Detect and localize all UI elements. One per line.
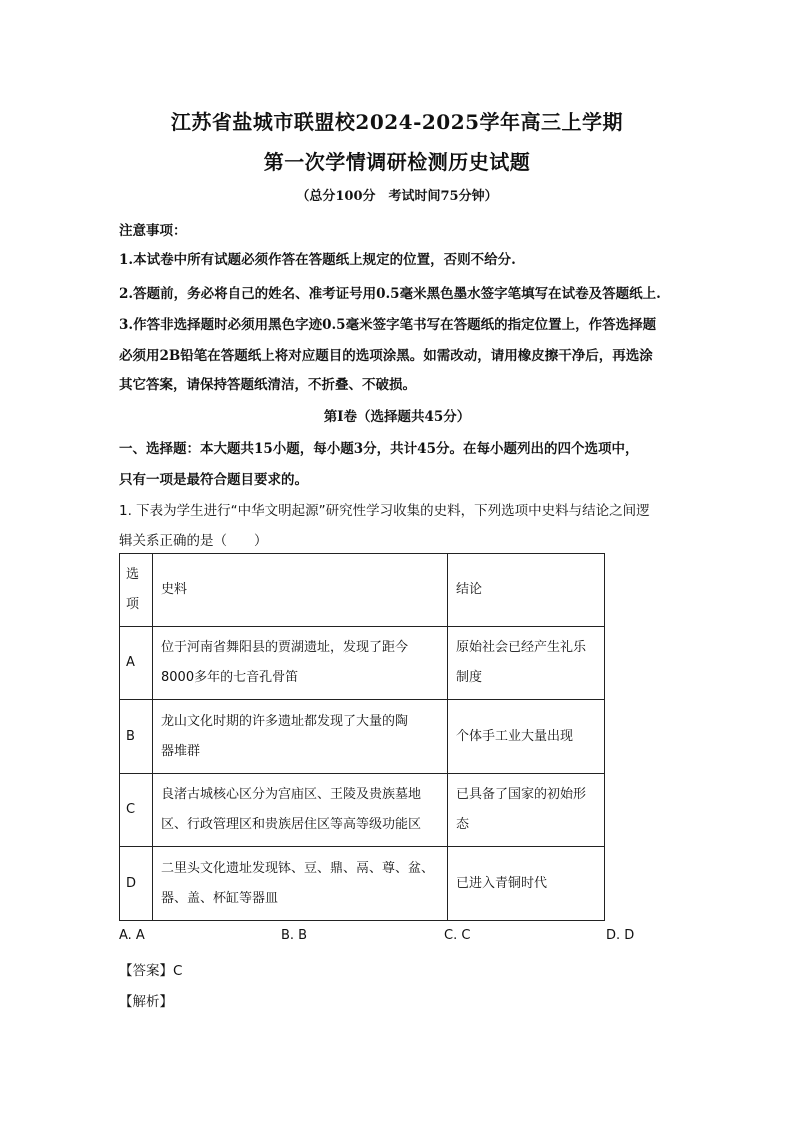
conclusion-line: 原始社会已经产生礼乐	[456, 640, 587, 655]
row-option: A	[120, 627, 153, 700]
table-row	[120, 774, 605, 847]
row-conclusion	[448, 774, 605, 847]
source-line: 良渚古城核心区分为宫庙区、王陵及贵族墓地	[161, 787, 422, 802]
row-option: C	[120, 774, 153, 847]
question-table	[119, 553, 605, 921]
source-line: 器堆群	[161, 743, 201, 759]
question-stem-line1: 1. 下表为学生进行“中华文明起源”研究性学习收集的史料，下列选项中史料与结论之间逻	[119, 503, 650, 519]
row-option: D	[120, 847, 153, 921]
header-option	[120, 554, 153, 627]
row-conclusion	[448, 627, 605, 700]
row-source	[153, 847, 448, 921]
row-source	[153, 700, 448, 774]
conclusion-line: 态	[456, 817, 470, 832]
source-line: 位于河南省舞阳县的贾湖遗址，发现了距今	[161, 640, 409, 655]
source-line: 器、盖、杯缸等器皿	[161, 890, 279, 906]
row-source	[153, 774, 448, 847]
header-option-line1: 选	[126, 567, 140, 582]
conclusion-line: 制度	[456, 670, 483, 685]
choice-c: C. C	[444, 928, 471, 943]
row-option: B	[120, 700, 153, 774]
source-line: 8000多年的七音孔骨笛	[161, 670, 299, 685]
answer-label: 【答案】C	[119, 963, 183, 979]
section-instruction-line1: 一、选择题：本大题共15小题，每小题3分，共计45分。在每小题列出的四个选项中，	[119, 441, 639, 457]
section-instruction-line2: 只有一项是最符合题目要求的。	[119, 472, 308, 488]
conclusion-line: 已进入青铜时代	[456, 875, 548, 891]
table-row	[120, 700, 605, 774]
exam-title-line2: 第一次学情调研检测历史试题	[263, 150, 531, 174]
table-row	[120, 627, 605, 700]
notes-heading: 注意事项：	[119, 223, 187, 239]
header-conclusion: 结论	[448, 554, 605, 627]
notes-line-2: 2.答题前，务必将自己的姓名、准考证号用0.5毫米黑色墨水签字笔填写在试卷及答题纸上.	[119, 286, 661, 302]
choice-a: A. A	[119, 928, 145, 943]
notes-line-3: 3.作答非选择题时必须用黑色字迹0.5毫米签字笔书写在答题纸的指定位置上，作答选择题	[119, 317, 657, 333]
source-line: 龙山文化时期的许多遗址都发现了大量的陶	[161, 713, 409, 729]
table-row	[120, 847, 605, 921]
question-stem-line2: 辑关系正确的是（ ）	[119, 533, 268, 549]
exam-subtitle: （总分100分 考试时间75分钟）	[296, 189, 498, 204]
section-title: 第Ⅰ卷（选择题共45分）	[323, 409, 471, 425]
choice-d: D. D	[606, 928, 635, 943]
header-option-line2: 项	[126, 597, 140, 612]
source-line: 二里头文化遗址发现钵、豆、鼎、鬲、尊、盆、	[161, 860, 435, 876]
exam-title-line1: 江苏省盐城市联盟校2024-2025学年高三上学期	[170, 110, 624, 134]
choice-b: B. B	[281, 928, 308, 943]
conclusion-line: 个体手工业大量出现	[456, 728, 574, 744]
notes-line-1: 1.本试卷中所有试题必须作答在答题纸上规定的位置，否则不给分.	[119, 252, 516, 268]
notes-line-4: 必须用2B铅笔在答题纸上将对应题目的选项涂黑。如需改动，请用橡皮擦干净后，再选涂	[119, 348, 653, 364]
row-source	[153, 627, 448, 700]
source-line: 区、行政管理区和贵族居住区等高等级功能区	[161, 817, 422, 832]
row-conclusion	[448, 847, 605, 921]
analysis-label: 【解析】	[119, 994, 173, 1010]
row-conclusion	[448, 700, 605, 774]
table-header-row	[120, 554, 605, 627]
header-source: 史料	[153, 554, 448, 627]
notes-line-5: 其它答案，请保持答题纸清洁，不折叠、不破损。	[119, 377, 416, 393]
conclusion-line: 已具备了国家的初始形	[456, 787, 587, 802]
